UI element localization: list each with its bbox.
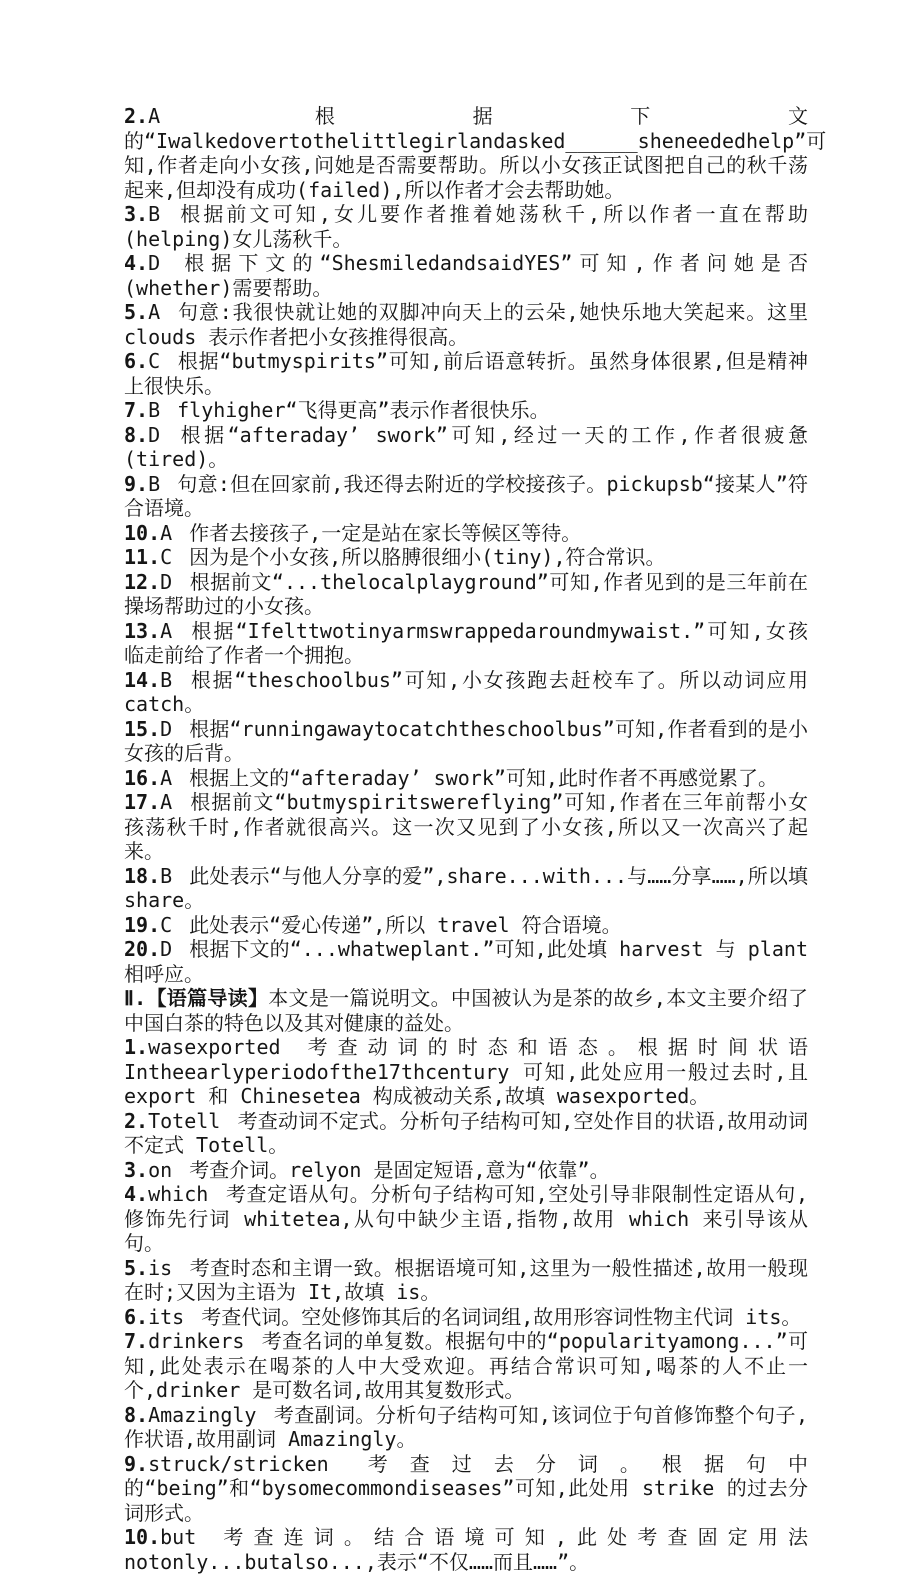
item-number: 15. (124, 716, 161, 741)
item-answer: B (148, 202, 161, 226)
answer-item (124, 104, 827, 202)
item-answer: drinkers (148, 1329, 245, 1353)
item-number: 1. (124, 1035, 149, 1059)
item-answer: struck/stricken (148, 1451, 329, 1476)
item-answer: C (160, 545, 173, 569)
item-text: 考查动词不定式。分析句子结构可知,空处作目的状语,故用动词不定式 Totell。 (124, 1108, 808, 1157)
item-text: 句意:我很快就让她的双脚冲向天上的云朵,她快乐地大笑起来。这里 clouds 表示作者把小女孩推得很高。 (124, 300, 808, 349)
item-answer: B (148, 398, 161, 422)
item-text: 此处表示“与他人分享的爱”,share...with...与……分享……,所以填 share。 (124, 863, 808, 912)
item-text: 根据“runningawaytocatchtheschoolbus”可知,作者看到的是小女孩的后背。 (124, 716, 808, 765)
item-number: 3. (124, 1157, 149, 1182)
answer-item (124, 521, 808, 546)
item-number: 18. (124, 863, 161, 888)
item-answer: A (160, 618, 173, 643)
item-text: 考查名词的单复数。根据句中的“popularityamong...”可知,此处表示在喝茶的人中大受欢迎。再结合常识可知,喝茶的人不止一个,drinker 是可数名词,故用其复数形式。 (124, 1329, 808, 1402)
answer-item (124, 1305, 808, 1330)
item-text: 根据下文的“Iwalkedovertothelittlegirlandasked______sheneededhelp”可知,作者走向小女孩,问她是否需要帮助。所以小女孩正试图把自己的秋千荡起来,但却没有成功(failed),所以作者才会去帮助她。 (124, 104, 827, 202)
item-number: 5. (124, 1255, 149, 1280)
answer-item (124, 1329, 808, 1403)
answer-item (124, 423, 808, 472)
item-answer: B (160, 863, 173, 888)
item-number: 4. (124, 1182, 149, 1206)
item-number: 4. (124, 251, 149, 275)
item-number: 8. (124, 422, 149, 447)
item-answer: C (160, 912, 173, 937)
item-number: 7. (124, 1329, 149, 1353)
answer-item (124, 398, 808, 423)
answer-item (124, 1035, 808, 1109)
answer-item (124, 1109, 808, 1158)
item-tag: 【语篇导读】 (146, 986, 269, 1010)
item-text: 考查副词。分析句子结构可知,该词位于句首修饰整个句子,作状语,故用副词 Amazingly。 (124, 1402, 808, 1451)
item-number: 8. (124, 1402, 149, 1427)
item-answer: A (160, 520, 173, 545)
item-text: 根据前文“...thelocalplayground”可知,作者见到的是三年前在操场帮助过的小女孩。 (124, 569, 808, 618)
answer-item (124, 545, 808, 570)
item-number: 6. (124, 1304, 149, 1329)
item-number: 2. (124, 104, 149, 128)
item-answer: A (160, 790, 173, 814)
item-answer: Amazingly (148, 1402, 257, 1427)
item-text: 根据下文的“ShesmiledandsaidYES”可知,作者问她是否(whether)需要帮助。 (124, 251, 808, 300)
item-number: 3. (124, 202, 149, 226)
answer-item (124, 619, 808, 668)
item-answer: C (148, 349, 161, 373)
item-number: 10. (124, 520, 161, 545)
item-answer: which (148, 1182, 209, 1206)
item-number: 20. (124, 937, 161, 961)
item-text: 根据“afteraday’ swork”可知,经过一天的工作,作者很疲惫(tired)。 (124, 422, 808, 471)
answer-item (124, 986, 808, 1035)
answer-item (124, 937, 808, 986)
answer-item (124, 1256, 808, 1305)
item-answer: D (160, 937, 173, 961)
item-answer: A (148, 300, 161, 324)
item-answer: on (148, 1157, 173, 1182)
item-text: 因为是个小女孩,所以胳膊很细小(tiny),符合常识。 (189, 545, 666, 569)
item-number: 2. (124, 1108, 149, 1133)
answer-item (124, 202, 808, 251)
answer-item (124, 668, 808, 717)
answer-list (124, 104, 827, 1574)
item-number: Ⅱ. (124, 986, 147, 1010)
item-number: 7. (124, 398, 149, 422)
item-number: 19. (124, 912, 161, 937)
item-text: 作者去接孩子,一定是站在家长等候区等待。 (189, 520, 582, 545)
item-answer: A (160, 765, 173, 790)
answer-item (124, 766, 808, 791)
item-text: 根据“Ifelttwotinyarmswrappedaroundmywaist.”可知,女孩临走前给了作者一个拥抱。 (124, 618, 808, 667)
item-text: 考查过去分词。根据句中的“being”和“bysomecommondiseases”可知,此处用 strike 的过去分词形式。 (124, 1451, 808, 1525)
item-number: 16. (124, 765, 161, 790)
answer-item (124, 300, 808, 349)
item-text: 考查连词。结合语境可知,此处考查固定用法 notonly...butalso...,表示“不仅……而且……”。 (124, 1525, 808, 1574)
item-answer: D (148, 251, 161, 275)
item-text: 考查介词。relyon 是固定短语,意为“依靠”。 (189, 1157, 610, 1182)
item-text: 根据下文的“...whatweplant.”可知,此处填 harvest 与 plant 相呼应。 (124, 937, 808, 986)
answer-item (124, 1403, 808, 1452)
item-answer: B (148, 471, 161, 496)
item-text: 根据上文的“afteraday’ swork”可知,此时作者不再感觉累了。 (189, 765, 778, 790)
answer-item (124, 717, 808, 766)
answer-item (124, 349, 808, 398)
item-answer: A (148, 104, 161, 128)
item-text: 考查动词的时态和语态。根据时间状语 Intheearlyperiodofthe17thcentury 可知,此处应用一般过去时,且 export 和 Chinesetea 构成被动关系,故填 wasexported。 (124, 1035, 808, 1108)
answer-item (124, 570, 808, 619)
item-text: 本文是一篇说明文。中国被认为是茶的故乡,本文主要介绍了中国白茶的特色以及其对健康的益处。 (124, 986, 809, 1035)
answer-item (124, 1158, 808, 1183)
answer-item (124, 790, 808, 864)
item-number: 14. (124, 667, 161, 692)
document-page (124, 104, 827, 1574)
item-answer: its (148, 1304, 185, 1329)
item-number: 12. (124, 569, 161, 594)
item-number: 6. (124, 349, 149, 373)
answer-item (124, 472, 808, 521)
item-text: 根据“butmyspirits”可知,前后语意转折。虽然身体很累,但是精神上很快乐。 (124, 349, 808, 398)
item-number: 17. (124, 790, 161, 814)
item-number: 9. (124, 471, 149, 496)
answer-item (124, 864, 808, 913)
item-number: 11. (124, 545, 161, 569)
item-text: 根据前文可知,女儿要作者推着她荡秋千,所以作者一直在帮助(helping)女儿荡秋千。 (124, 202, 808, 251)
item-text: 此处表示“爱心传递”,所以 travel 符合语境。 (189, 912, 622, 937)
item-number: 13. (124, 618, 161, 643)
item-answer: B (160, 667, 173, 692)
item-answer: wasexported (148, 1035, 281, 1059)
item-number: 10. (124, 1525, 161, 1549)
answer-item (124, 251, 808, 300)
item-answer: D (148, 422, 161, 447)
item-answer: is (148, 1255, 173, 1280)
item-text: 考查定语从句。分析句子结构可知,空处引导非限制性定语从句,修饰先行词 whitetea,从句中缺少主语,指物,故用 which 来引导该从句。 (124, 1182, 808, 1255)
item-answer: but (160, 1525, 197, 1549)
item-text: 考查代词。空处修饰其后的名词词组,故用形容词性物主代词 its。 (201, 1304, 802, 1329)
answer-item (124, 1452, 808, 1526)
item-answer: D (160, 569, 173, 594)
item-answer: Totell (148, 1108, 221, 1133)
item-text: flyhigher“飞得更高”表示作者很快乐。 (177, 398, 550, 422)
item-number: 9. (124, 1451, 149, 1476)
item-text: 根据前文“butmyspiritswereflying”可知,作者在三年前帮小女孩荡秋千时,作者就很高兴。这一次又见到了小女孩,所以又一次高兴了起来。 (124, 790, 808, 863)
answer-item (124, 1525, 808, 1574)
answer-item (124, 1182, 808, 1256)
item-text: 句意:但在回家前,我还得去附近的学校接孩子。pickupsb“接某人”符合语境。 (124, 471, 808, 520)
answer-item (124, 913, 808, 938)
item-number: 5. (124, 300, 149, 324)
item-text: 考查时态和主谓一致。根据语境可知,这里为一般性描述,故用一般现在时;又因为主语为 It,故填 is。 (124, 1255, 808, 1304)
item-answer: D (160, 716, 173, 741)
item-text: 根据“theschoolbus”可知,小女孩跑去赶校车了。所以动词应用 catch。 (124, 667, 808, 716)
